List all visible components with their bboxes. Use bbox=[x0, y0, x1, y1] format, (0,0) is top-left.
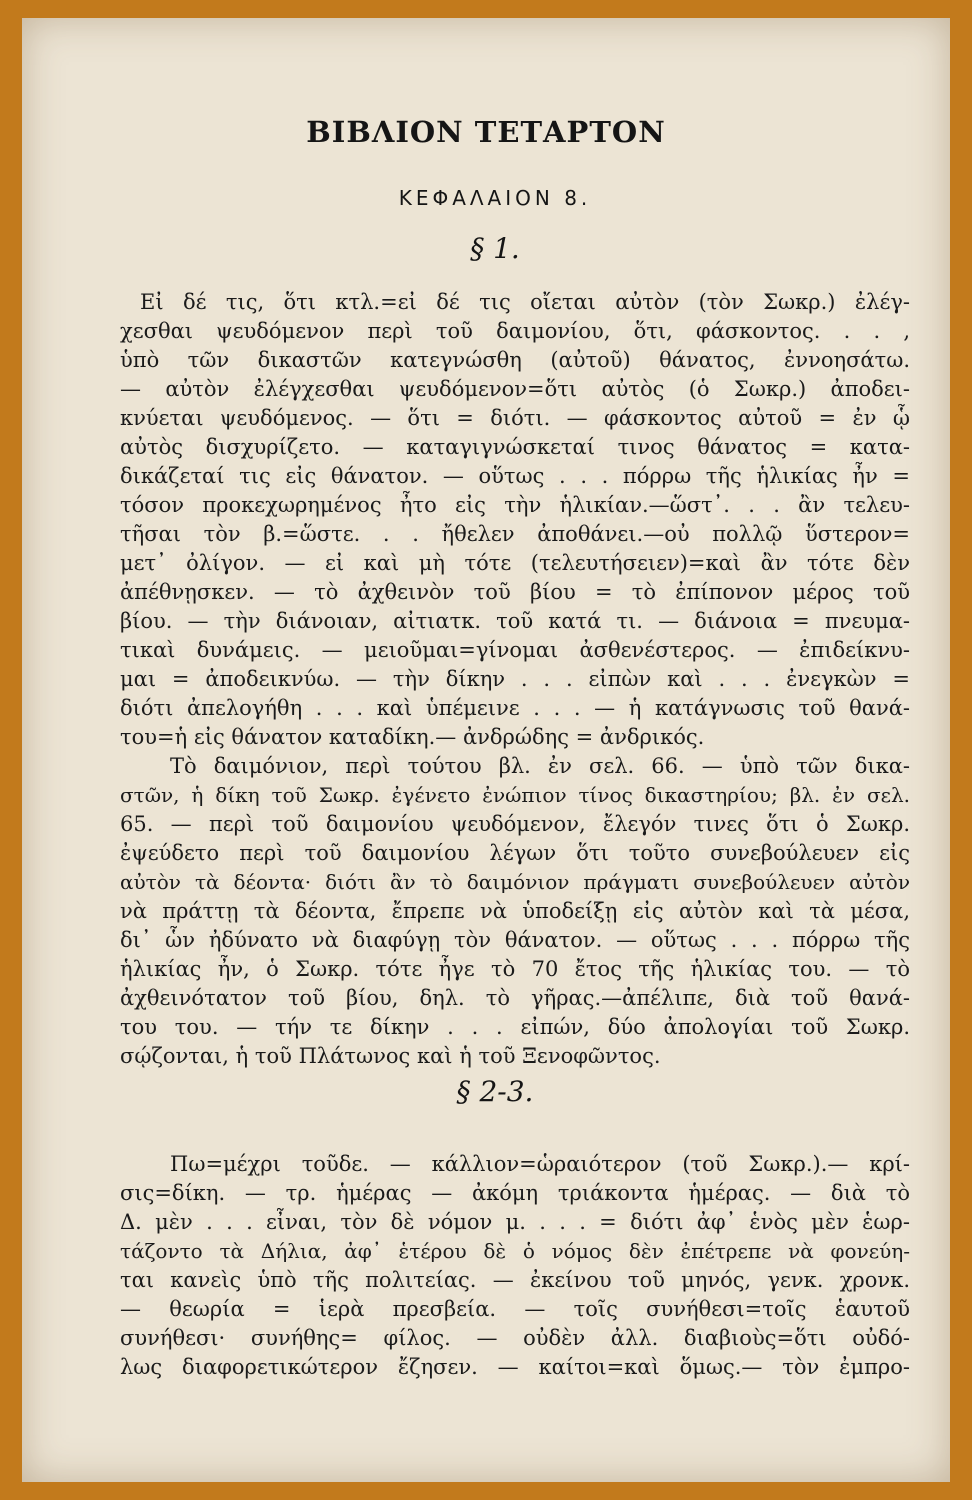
text-line: δικάζεταί τις εἰς θάνατον. — οὕτως . . . πόρρω τῆς ἡλικίας ἦν = bbox=[120, 464, 910, 488]
text-line: 65. — περὶ τοῦ δαιμονίου ψευδόμενον, ἔλεγόν τινες ὅτι ὁ Σωκρ. bbox=[120, 812, 910, 836]
text-line: ἀχθεινότατον τοῦ βίου, δηλ. τὸ γῆρας.—ἀπέλιπε, διὰ τοῦ θανά- bbox=[120, 986, 910, 1010]
text-line: στῶν, ἡ δίκη τοῦ Σωκρ. ἐγένετο ἐνώπιον τίνος δικαστηρίου; βλ. ἐν σελ. bbox=[120, 783, 910, 807]
text-line: μετ᾽ ὀλίγον. — εἰ καὶ μὴ τότε (τελευτήσειεν)=καὶ ἂν τότε δὲν bbox=[120, 551, 910, 575]
text-line: Τὸ δαιμόνιον, περὶ τούτου βλ. ἐν σελ. 66. — ὑπὸ τῶν δικα- bbox=[170, 754, 910, 778]
text-line: τόσον προκεχωρημένος ἦτο εἰς τὴν ἡλικίαν.—ὥστ᾽. . . ἂν τελευ- bbox=[120, 493, 910, 517]
text-line: ἐψεύδετο περὶ τοῦ δαιμονίου λέγων ὅτι τοῦτο συνεβούλευεν εἰς bbox=[120, 841, 910, 865]
text-line: σῴζονται, ἡ τοῦ Πλάτωνος καὶ ἡ τοῦ Ξενοφῶντος. bbox=[120, 1044, 661, 1068]
text-line: ὑπὸ τῶν δικαστῶν κατεγνώσθη (αὐτοῦ) θάνατος, ἐννοησάτω. bbox=[120, 348, 910, 372]
text-line: αὐτὸν τὰ δέοντα· διότι ἂν τὸ δαιμόνιον πράγματι συνεβούλευεν αὐτὸν bbox=[120, 870, 910, 894]
text-line: Εἰ δέ τις, ὅτι κτλ.=εἰ δέ τις οἴεται αὐτὸν (τὸν Σωκρ.) ἐλέγ- bbox=[140, 290, 910, 314]
paragraph bbox=[120, 752, 910, 1071]
paragraph bbox=[120, 1150, 910, 1382]
text-line: τάζοντο τὰ Δήλια, ἀφ᾽ ἑτέρου δὲ ὁ νόμος δὲν ἐπέτρεπε νὰ φονεύη- bbox=[120, 1239, 910, 1263]
text-line: συνήθεσι· συνήθης= φίλος. — οὐδὲν ἀλλ. διαβιοὺς=ὅτι οὐδό- bbox=[120, 1326, 910, 1350]
text-line: ἀπέθνῃσκεν. — τὸ ἀχθεινὸν τοῦ βίου = τὸ ἐπίπονον μέρος τοῦ bbox=[120, 580, 910, 604]
text-line: Δ. μὲν . . . εἶναι, τὸν δὲ νόμον μ. . . . = διότι ἀφ᾽ ἑνὸς μὲν ἑωρ- bbox=[120, 1210, 910, 1234]
text-line: νὰ πράττῃ τὰ δέοντα, ἔπρεπε νὰ ὑποδείξῃ εἰς αὐτὸν καὶ τὰ μέσα, bbox=[120, 899, 910, 923]
text-line: — αὐτὸν ἐλέγχεσθαι ψευδόμενον=ὅτι αὐτὸς (ὁ Σωκρ.) ἀποδει- bbox=[120, 377, 910, 401]
text-line: τῆσαι τὸν β.=ὥστε. . . ἤθελεν ἀποθάνει.—οὐ πολλῷ ὕστερον= bbox=[120, 522, 910, 546]
text-line: αὐτὸς δισχυρίζετο. — καταγιγνώσκεταί τινος θάνατος = κατα- bbox=[120, 435, 910, 459]
text-line: του=ἡ εἰς θάνατον καταδίκη.— ἀνδρώδης = ἀνδρικός. bbox=[120, 725, 705, 749]
text-line: του του. — τήν τε δίκην . . . εἰπών, δύο ἀπολογίαι τοῦ Σωκρ. bbox=[120, 1015, 910, 1039]
text-line: δι᾽ ὧν ἠδύνατο νὰ διαφύγῃ τὸν θάνατον. — οὕτως . . . πόρρω τῆς bbox=[120, 928, 910, 952]
text-line: βίου. — τὴν διάνοιαν, αἰτιατκ. τοῦ κατά τι. — διάνοια = πνευμα- bbox=[120, 609, 910, 633]
text-line: ται κανεὶς ὑπὸ τῆς πολιτείας. — ἐκείνου τοῦ μηνός, γενκ. χρονκ. bbox=[120, 1268, 910, 1292]
text-line: διότι ἀπελογήθη . . . καὶ ὑπέμεινε . . . — ἡ κατάγνωσις τοῦ θανά- bbox=[120, 696, 910, 720]
text-line: σις=δίκη. — τρ. ἡμέρας — ἀκόμη τριάκοντα ἡμέρας. — διὰ τὸ bbox=[120, 1181, 910, 1205]
text-line: — θεωρία = ἱερὰ πρεσβεία. — τοῖς συνήθεσι=τοῖς ἑαυτοῦ bbox=[120, 1297, 910, 1321]
text-line: ἡλικίας ἦν, ὁ Σωκρ. τότε ἦγε τὸ 70 ἔτος τῆς ἡλικίας του. — τὸ bbox=[120, 957, 910, 981]
text-line: μαι = ἀποδεικνύω. — τὴν δίκην . . . εἰπὼν καὶ . . . ἐνεγκὼν = bbox=[120, 667, 910, 691]
section-2-text bbox=[120, 1150, 910, 1382]
text-line: τικαὶ δυνάμεις. — μειοῦμαι=γίνομαι ἀσθενέστερος. — ἐπιδείκνυ- bbox=[120, 638, 910, 662]
text-line: κνύεται ψευδόμενος. — ὅτι = διότι. — φάσκοντος αὐτοῦ = ἐν ᾧ bbox=[120, 406, 910, 430]
chapter-heading: ΚΕΦΑΛΑΙΟΝ 8. bbox=[398, 186, 592, 210]
paragraph bbox=[120, 288, 910, 752]
text-line: λως διαφορετικώτερον ἔζησεν. — καίτοι=καὶ ὅμως.— τὸν ἐμπρο- bbox=[120, 1355, 910, 1379]
text-line: Πω=μέχρι τοῦδε. — κάλλιον=ὡραιότερον (τοῦ Σωκρ.).— κρί- bbox=[170, 1152, 910, 1176]
section-heading-1: § 1. bbox=[470, 232, 520, 265]
text-line: χεσθαι ψευδόμενον περὶ τοῦ δαιμονίου, ὅτι, φάσκοντος. . . , bbox=[120, 319, 910, 343]
book-title: ΒΙΒΛΙΟΝ ΤΕΤΑΡΤΟΝ bbox=[306, 115, 666, 149]
section-heading-2: § 2-3. bbox=[456, 1075, 534, 1108]
section-1-text bbox=[120, 288, 910, 1071]
